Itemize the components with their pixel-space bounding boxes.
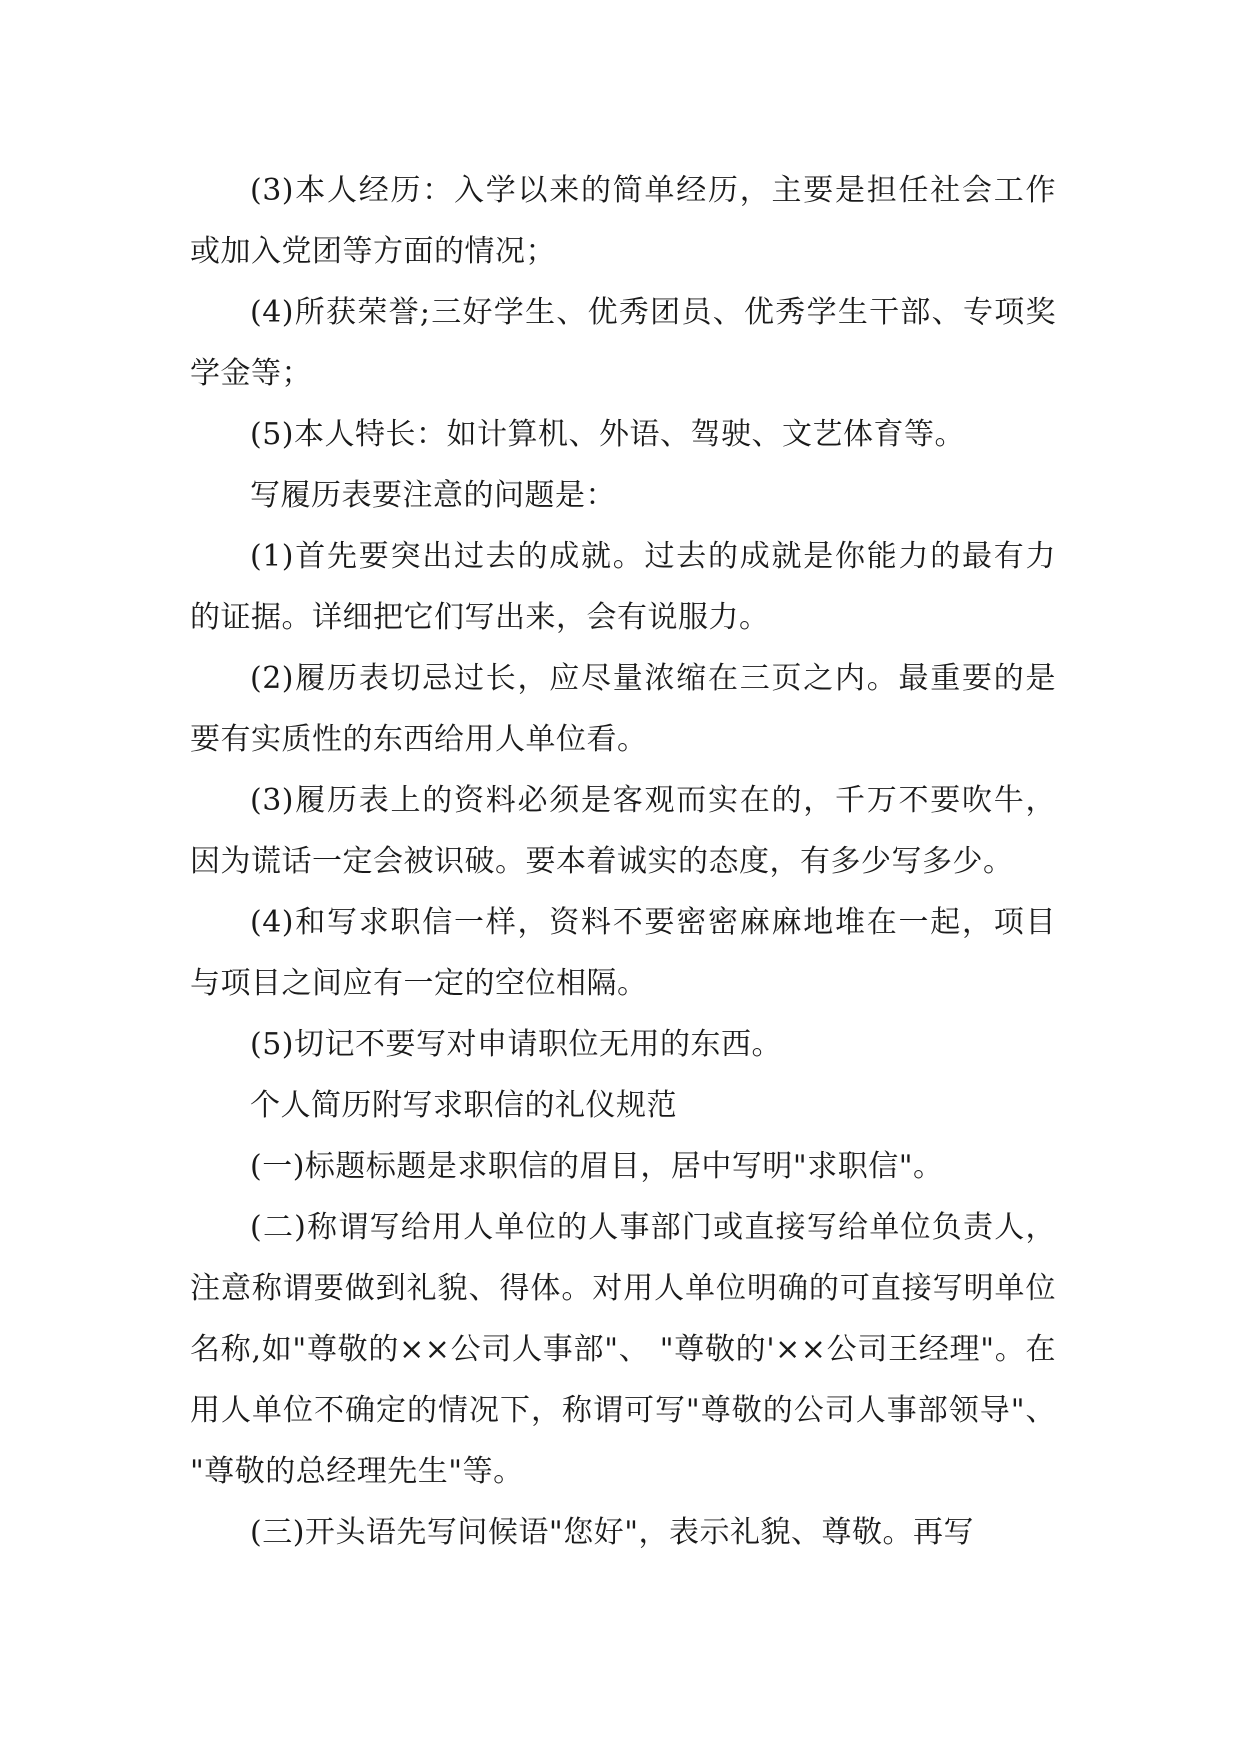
section-heading-cover-letter-etiquette: 个人简历附写求职信的礼仪规范 <box>250 1088 677 1123</box>
paragraph-etiquette-title: (一)标题标题是求职信的眉目，居中写明"求职信"。 <box>250 1149 944 1184</box>
paragraph-honors: (4)所获荣誉;三好学生、优秀团员、优秀学生干部、专项奖学金等； <box>190 295 1056 391</box>
paragraph-etiquette-opening: (三)开头语先写问候语"您好"，表示礼貌、尊敬。再写 <box>250 1515 975 1550</box>
paragraph-skills: (5)本人特长：如计算机、外语、驾驶、文艺体育等。 <box>250 417 965 452</box>
paragraph-note-5: (5)切记不要写对申请职位无用的东西。 <box>250 1027 782 1062</box>
paragraph-note-1: (1)首先要突出过去的成就。过去的成就是你能力的最有力的证据。详细把它们写出来，会有说服力。 <box>190 539 1056 635</box>
paragraph-note-3: (3)履历表上的资料必须是客观而实在的，千万不要吹牛，因为谎话一定会被识破。要本着诚实的态度，有多少写多少。 <box>190 783 1056 879</box>
document-body <box>190 160 1056 1563</box>
paragraph-etiquette-salutation: (二)称谓写给用人单位的人事部门或直接写给单位负责人，注意称谓要做到礼貌、得体。对用人单位明确的可直接写明单位名称,如"尊敬的××公司人事部"、 "尊敬的'××公司王经理"。在用人单位不确定的情况下，称谓可写"尊敬的公司人事部领导"、 "尊敬的总经理先生"等。 <box>190 1210 1056 1489</box>
paragraph-note-2: (2)履历表切忌过长，应尽量浓缩在三页之内。最重要的是要有实质性的东西给用人单位看。 <box>190 661 1056 757</box>
paragraph-note-4: (4)和写求职信一样，资料不要密密麻麻地堆在一起，项目与项目之间应有一定的空位相隔。 <box>190 905 1056 1001</box>
paragraph-resume-notes-heading: 写履历表要注意的问题是： <box>250 478 616 513</box>
paragraph-experience: (3)本人经历：入学以来的简单经历，主要是担任社会工作或加入党团等方面的情况； <box>190 173 1056 269</box>
